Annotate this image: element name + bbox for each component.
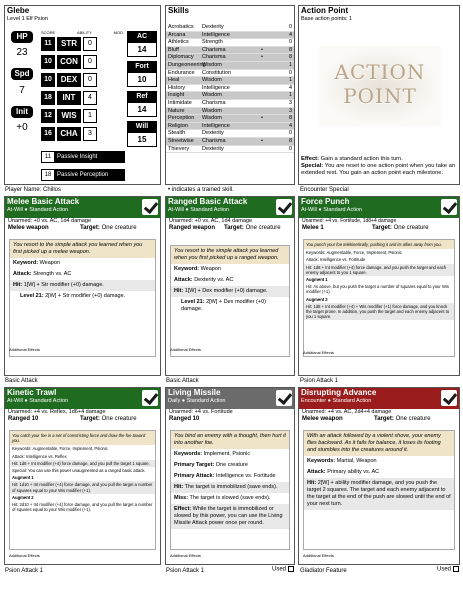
- ability-score: 12: [41, 109, 55, 123]
- checkmark-icon: [142, 390, 158, 406]
- kinetic-details: You catch your foe in a net of constricting force and draw the foe toward you. Keywords: Augmentable, Force, Implement, Psionic Attack: Intelligence vs. Reflex Hit: 1d6 + Int modifier (+4) force damage, and you pull the target 1 square. Special: You can use this power unaugmented as a ranged basic attack. Augment 1 Hit: 1d10 + Int modifier (+4) force damage, and you pull the target a number of squares equal to your Wis modifier (+1). Augment 2 Hit: 2d10 + Int modifier (+4) force damage, and you pull the target a number of squares equal to your Wis modifier (+1).: [9, 430, 156, 550]
- ranged-basic-attack-card: Ranged Basic Attack At-Will ● Standard Action Unarmed: +0 vs. AC, 1d4 damage Ranged weapon Target: One creature You resort to the simple attack you learned when you first picked up a ranged weapon. Keyword: Weapon Attack: Dexterity vs. AC Hit: 1[W] + Dex modifier (+0) damage. Level 21: 2[W] + Dex modifier (+0) damage. Additional Effects: [165, 196, 295, 376]
- ability-col-headers: SCORE ABILITY MOD: [41, 30, 123, 35]
- skill-row: Nature Wisdom 3: [168, 107, 292, 114]
- ability-name: INT: [57, 91, 81, 105]
- skill-row: Arcana Intelligence 4: [168, 31, 292, 38]
- action-point-footer: Encounter Special: [300, 187, 349, 193]
- force-range: Melee 1: [302, 225, 324, 231]
- defense-1: Fort 10: [127, 61, 157, 87]
- skills-note: • indicates a trained skill.: [168, 187, 234, 193]
- ability-mod: 3: [83, 127, 97, 141]
- ability-score: 10: [41, 55, 55, 69]
- ranged-footer: Basic Attack: [166, 378, 199, 384]
- kinetic-trawl-card: Kinetic Trawl At-Will ● Standard Action Unarmed: +4 vs. Reflex, 1d6+4 damage Ranged 10 Target: One creature You catch your foe in a net of constricting force and draw the foe toward you. Keywords: Augmentable, Force, Implement, Psionic Attack: Intelligence vs. Reflex Hit: 1d6 + Int modifier (+4) force damage, and you pull the target 1 square. Special: You can use this power unaugmented as a ranged basic attack. Augment 1 Hit: 1d10 + Int modifier (+4) force damage, and you pull the target a number of squares equal to your Wis modifier (+1). Augment 2 Hit: 2d10 + Int modifier (+4) force damage, and you pull the target a number of squares equal to your Wis modifier (+1). Additional Effects: [4, 387, 161, 565]
- character-name: Glebe: [7, 6, 30, 15]
- skill-row: Intimidate Charisma 3: [168, 99, 292, 106]
- force-punch-card: Force Punch At-Will ● Standard Action Unarmed: +4 vs. Fortitude, 1d8+4 damage Melee 1 Target: One creature You punch your foe telekinetically, pushing it and its allies away from you. Keywords: Augmentable, Force, Implement, Psionic Attack: Intelligence vs. Fortitude Hit: 1d8 + Int modifier (+4) force damage, and you push the target and each enemy adjacent to you 1 square. Augment 1 Hit: As above, but you push the target a number of squares equal to your Wis modifier (+1). Augment 2 Hit: 1d8 + Int modifier (+4) + Wis modifier (+1) force damage, and you knock the target prone. In addition, you push the target and each enemy adjacent to you 1 square. Additional Effects: [298, 196, 460, 376]
- defenses: [127, 31, 157, 151]
- kinetic-range: Ranged 10: [8, 416, 39, 422]
- checkmark-icon: [276, 199, 292, 215]
- skill-row: Stealth Dexterity 0: [168, 130, 292, 137]
- disrupt-details: With an attack followed by a violent shove, your enemy flies backward. As it fails for balance, it loses its footing and stumbles into the creatures around it. Keywords: Martial, Weapon Attack: Primary ability vs. AC Hit: 2[W] + ability modifier damage, and you push the target 2 squares. The target and each enemy adjacent to the target at the end of the push are slowed until the end of your next turn.: [303, 430, 455, 550]
- skill-row: Bluff Charisma • 8: [168, 46, 292, 53]
- kinetic-footer: Psion Attack 1: [5, 568, 44, 574]
- ranged-header: Ranged Basic Attack At-Will ● Standard Action: [166, 197, 294, 218]
- living-header: Living Missile Daily ● Standard Action: [166, 388, 294, 409]
- kinetic-header: Kinetic Trawl At-Will ● Standard Action: [5, 388, 160, 409]
- ability-score: 10: [41, 73, 55, 87]
- melee-details: You resort to the simple attack you learned when you first picked up a melee weapon. Keyword: Weapon Attack: Strength vs. AC Hit: 1[W] + Str modifier (+0) damage. Level 21: 2[W] + Str modifier (+0) damage.: [9, 239, 156, 357]
- disrupt-range: Melee weapon: [302, 416, 343, 422]
- ability-row: [41, 108, 123, 124]
- ability-mod: 0: [83, 73, 97, 87]
- melee-footer: Basic Attack: [5, 378, 38, 384]
- force-details: You punch your foe telekinetically, pushing it and its allies away from you. Keywords: Augmentable, Force, Implement, Psionic Attack: Intelligence vs. Fortitude Hit: 1d8 + Int modifier (+4) force damage, and you push the target and each enemy adjacent to you 1 square. Augment 1 Hit: As above, but you push the target a number of squares equal to your Wis modifier (+1). Augment 2 Hit: 1d8 + Int modifier (+4) + Wis modifier (+1) force damage, and you knock the target prone. In addition, you push the target and each enemy adjacent to you 1 square.: [303, 239, 455, 357]
- ability-name: WIS: [57, 109, 81, 123]
- skills-table: [166, 24, 294, 153]
- ability-score: 16: [41, 127, 55, 141]
- ability-row: [41, 126, 123, 142]
- skill-row: Dungeoneering Wisdom 1: [168, 61, 292, 68]
- action-point-title: Action Point: [301, 6, 349, 15]
- disrupt-used: Used: [437, 566, 459, 573]
- melee-basic-attack-card: Melee Basic Attack At-Will ● Standard Action Unarmed: +0 vs. AC, 1d4 damage Melee weapon Target: One creature You resort to the simple attack you learned when you first picked up a melee weapon. Keyword: Weapon Attack: Strength vs. AC Hit: 1[W] + Str modifier (+0) damage. Level 21: 2[W] + Str modifier (+0) damage. Additional Effects: [4, 196, 161, 376]
- spd-label: Spd: [11, 68, 33, 80]
- action-point-effect: Effect: Gain a standard action this turn. Special: You are reset to one action point when you take an extended rest. You gain an action point each milestone.: [301, 156, 456, 176]
- force-footer: Psion Attack 1: [300, 378, 339, 384]
- passive-insight: 11 Passive Insight: [41, 151, 125, 163]
- ability-name: DEX: [57, 73, 81, 87]
- skill-row: History Intelligence 4: [168, 84, 292, 91]
- skills-title: Skills: [168, 6, 189, 15]
- character-card: [4, 5, 161, 185]
- init-value: +0: [16, 122, 28, 133]
- ability-scores: [41, 36, 123, 144]
- disrupting-advance-card: Disrupting Advance Encounter ● Standard Action Unarmed: +4 vs. AC, 2d4+4 damage Melee weapon Target: One creature With an attack followed by a violent shove, your enemy flies backward. As it fails for balance, it loses its footing and stumbles into the creatures around it. Keywords: Martial, Weapon Attack: Primary ability vs. AC Hit: 2[W] + ability modifier damage, and you push the target 2 squares. The target and each enemy adjacent to the target at the end of the push are slowed until the end of your next turn. Additional Effects: [298, 387, 460, 565]
- melee-header: Melee Basic Attack At-Will ● Standard Action: [5, 197, 160, 218]
- living-missile-card: Living Missile Daily ● Standard Action Unarmed: +4 vs. Fortitude Ranged 10 You bind an enemy with a thought, then hurt it into another foe. Keywords: Implement, Psionic Primary Target: One creature Primary Attack: Intelligence vs. Fortitude Hit: The target is immobilized (save ends). Miss: The target is slowed (save ends). Effect: While the target is immobilized or slowed by this power, you can use the Living Missile Attack power once per round. Additional Effects: [165, 387, 295, 565]
- checkmark-icon: [142, 199, 158, 215]
- ability-mod: 1: [83, 109, 97, 123]
- spd-value: 7: [19, 85, 25, 96]
- checkmark-icon: [276, 390, 292, 406]
- defense-2: Ref 14: [127, 91, 157, 117]
- melee-range: Melee weapon: [8, 225, 49, 231]
- skill-row: Acrobatics Dexterity 0: [168, 24, 292, 30]
- ability-name: CON: [57, 55, 81, 69]
- skill-row: Diplomacy Charisma • 8: [168, 54, 292, 61]
- skill-row: Perception Wisdom • 8: [168, 115, 292, 122]
- defense-3: Will 15: [127, 121, 157, 147]
- force-header: Force Punch At-Will ● Standard Action: [299, 197, 459, 218]
- skill-row: Streetwise Charisma • 8: [168, 137, 292, 144]
- ability-row: [41, 36, 123, 52]
- ranged-details: You resort to the simple attack you learned when you first picked up a ranged weapon. Keyword: Weapon Attack: Dexterity vs. AC Hit: 1[W] + Dex modifier (+0) damage. Level 21: 2[W] + Dex modifier (+0) damage.: [170, 245, 290, 357]
- ability-score: 18: [41, 91, 55, 105]
- ranged-range: Ranged weapon: [169, 225, 216, 231]
- ability-name: CHA: [57, 127, 81, 141]
- action-point-sub: Base action points: 1: [301, 16, 353, 22]
- ability-row: [41, 72, 123, 88]
- disrupt-footer: Gladiator Feature: [300, 568, 347, 574]
- disrupt-header: Disrupting Advance Encounter ● Standard Action: [299, 388, 459, 409]
- init-label: Init: [11, 106, 33, 118]
- used-checkbox[interactable]: [288, 566, 294, 572]
- player-name: Player Name: Chillos: [5, 187, 62, 193]
- defense-0: AC 14: [127, 31, 157, 57]
- action-point-logo: ACTION POINT: [319, 46, 441, 126]
- hp-value: 23: [16, 47, 28, 58]
- ability-row: [41, 90, 123, 106]
- living-details: You bind an enemy with a thought, then hurt it into another foe. Keywords: Implement, Psionic Primary Target: One creature Primary Attack: Intelligence vs. Fortitude Hit: The target is immobilized (save ends). Miss: The target is slowed (save ends). Effect: While the target is immobilized or slowed by this power, you can use the Living Missile Attack power once per round.: [170, 430, 290, 550]
- skill-row: Heal Wisdom 1: [168, 77, 292, 84]
- skill-row: Thievery Dexterity 0: [168, 145, 292, 152]
- skill-row: Athletics Strength 0: [168, 39, 292, 46]
- checkmark-icon: [441, 390, 457, 406]
- skills-card: [165, 5, 295, 185]
- hp-label: HP: [11, 31, 33, 43]
- used-checkbox[interactable]: [453, 566, 459, 572]
- ability-name: STR: [57, 37, 81, 51]
- ability-score: 11: [41, 37, 55, 51]
- checkmark-icon: [441, 199, 457, 215]
- skill-row: Endurance Constitution 0: [168, 69, 292, 76]
- action-point-card: [298, 5, 460, 185]
- skill-row: Religion Intelligence 4: [168, 122, 292, 129]
- skill-row: Insight Wisdom 1: [168, 92, 292, 99]
- ability-mod: 4: [83, 91, 97, 105]
- character-level: Level 1 Elf Psion: [7, 16, 48, 22]
- ability-row: [41, 54, 123, 70]
- passive-perception: 18 Passive Perception: [41, 169, 125, 181]
- ability-mod: 0: [83, 37, 97, 51]
- living-used: Used: [272, 566, 294, 573]
- ability-mod: 0: [83, 55, 97, 69]
- living-footer: Psion Attack 1: [166, 568, 205, 574]
- living-range: Ranged 10: [169, 416, 200, 422]
